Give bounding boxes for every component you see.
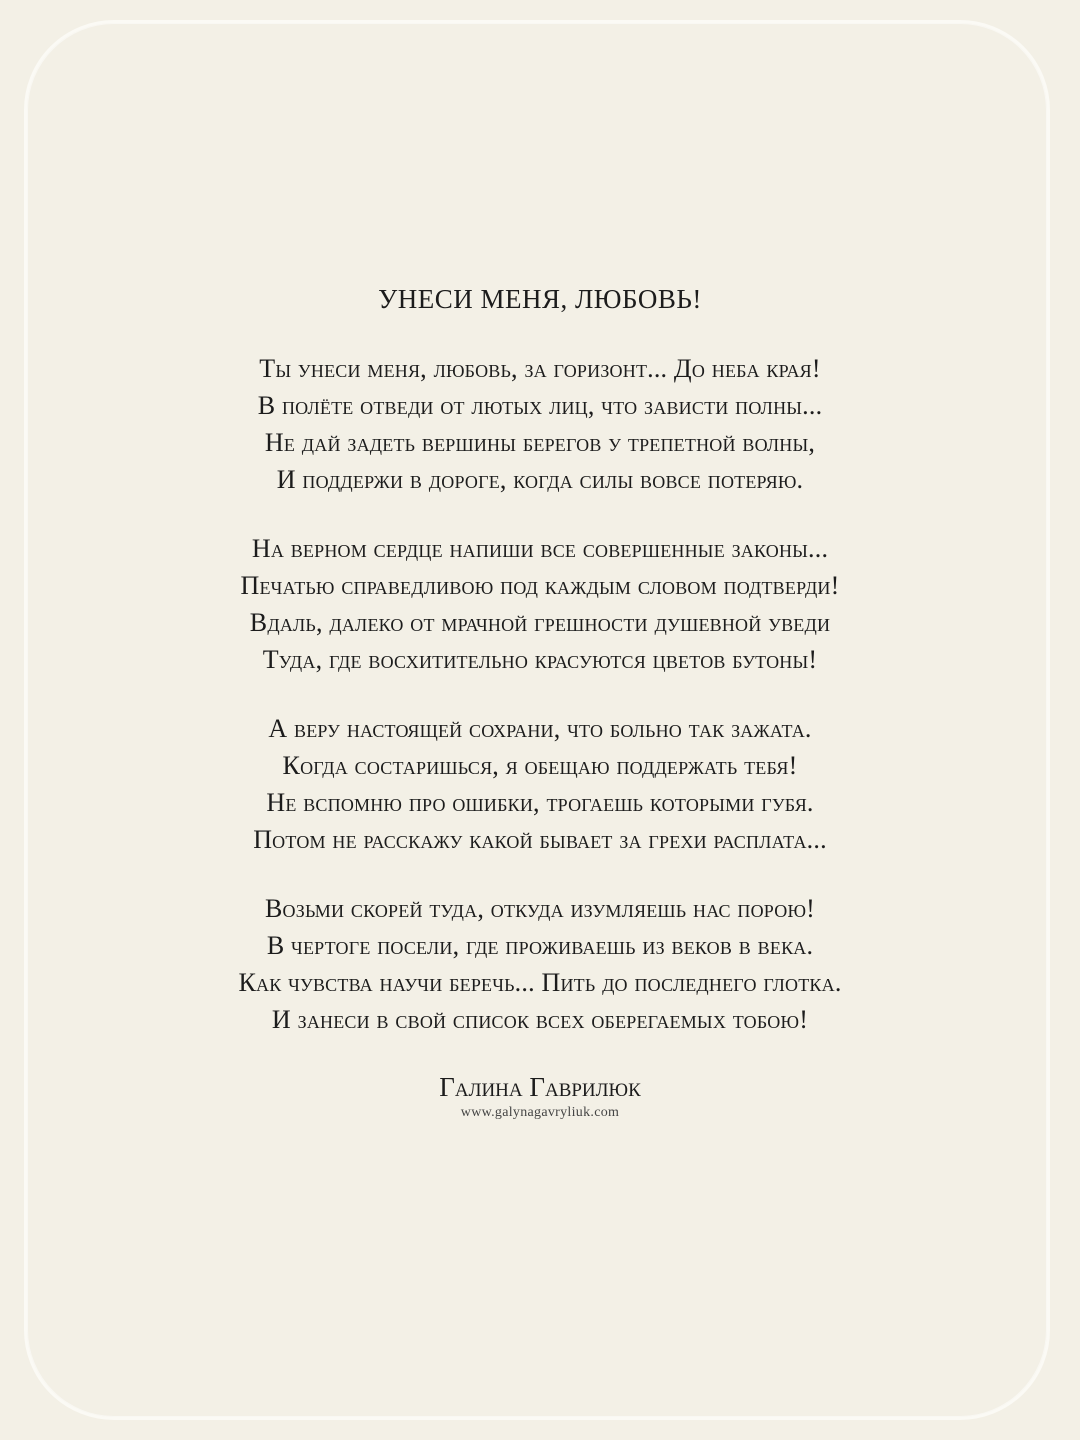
author-website: www.galynagavryliuk.com: [460, 1105, 620, 1120]
poem-line: Возьми скорей туда, откуда изумляешь нас порою!: [265, 894, 815, 923]
poem-line: И поддержи в дороге, когда силы вовсе потеряю.: [276, 465, 804, 494]
poem-title: УНЕСИ МЕНЯ, ЛЮБОВЬ!: [378, 284, 702, 314]
poem-line: И занеси в свой список всех оберегаемых тобою!: [271, 1005, 809, 1034]
stanza: [0, 350, 1080, 498]
poem-line: Вдаль, далеко от мрачной грешности душевной уведи: [249, 608, 831, 637]
author-name: Галина Гаврилюк: [439, 1072, 641, 1102]
stanza: [0, 710, 1080, 858]
poem-line: Как чувства научи беречь... Пить до последнего глотка.: [238, 968, 842, 997]
poem-line: Печатью справедливою под каждым словом подтверди!: [240, 571, 840, 600]
poem-line: Ты унеси меня, любовь, за горизонт... До неба края!: [259, 354, 821, 383]
poem-line: На верном сердце напиши все совершенные законы...: [251, 534, 829, 563]
poem-line: В полёте отведи от лютых лиц, что зависти полны...: [257, 391, 823, 420]
stanza: [0, 890, 1080, 1038]
poem-line: Не вспомню про ошибки, трогаешь которыми губя.: [266, 788, 814, 817]
poem-line: Туда, где восхитительно красуются цветов бутоны!: [262, 645, 818, 674]
poem-line: Не дай задеть вершины берегов у трепетной волны,: [264, 428, 816, 457]
poem-line: А веру настоящей сохрани, что больно так зажата.: [268, 714, 812, 743]
poem-container: [0, 278, 1080, 1122]
stanza: [0, 530, 1080, 678]
poem-line: Потом не расскажу какой бывает за грехи расплата...: [253, 825, 827, 854]
poem-line: В чертоге посели, где проживаешь из веков в века.: [266, 931, 814, 960]
poem-line: Когда состаришься, я обещаю поддержать тебя!: [282, 751, 798, 780]
